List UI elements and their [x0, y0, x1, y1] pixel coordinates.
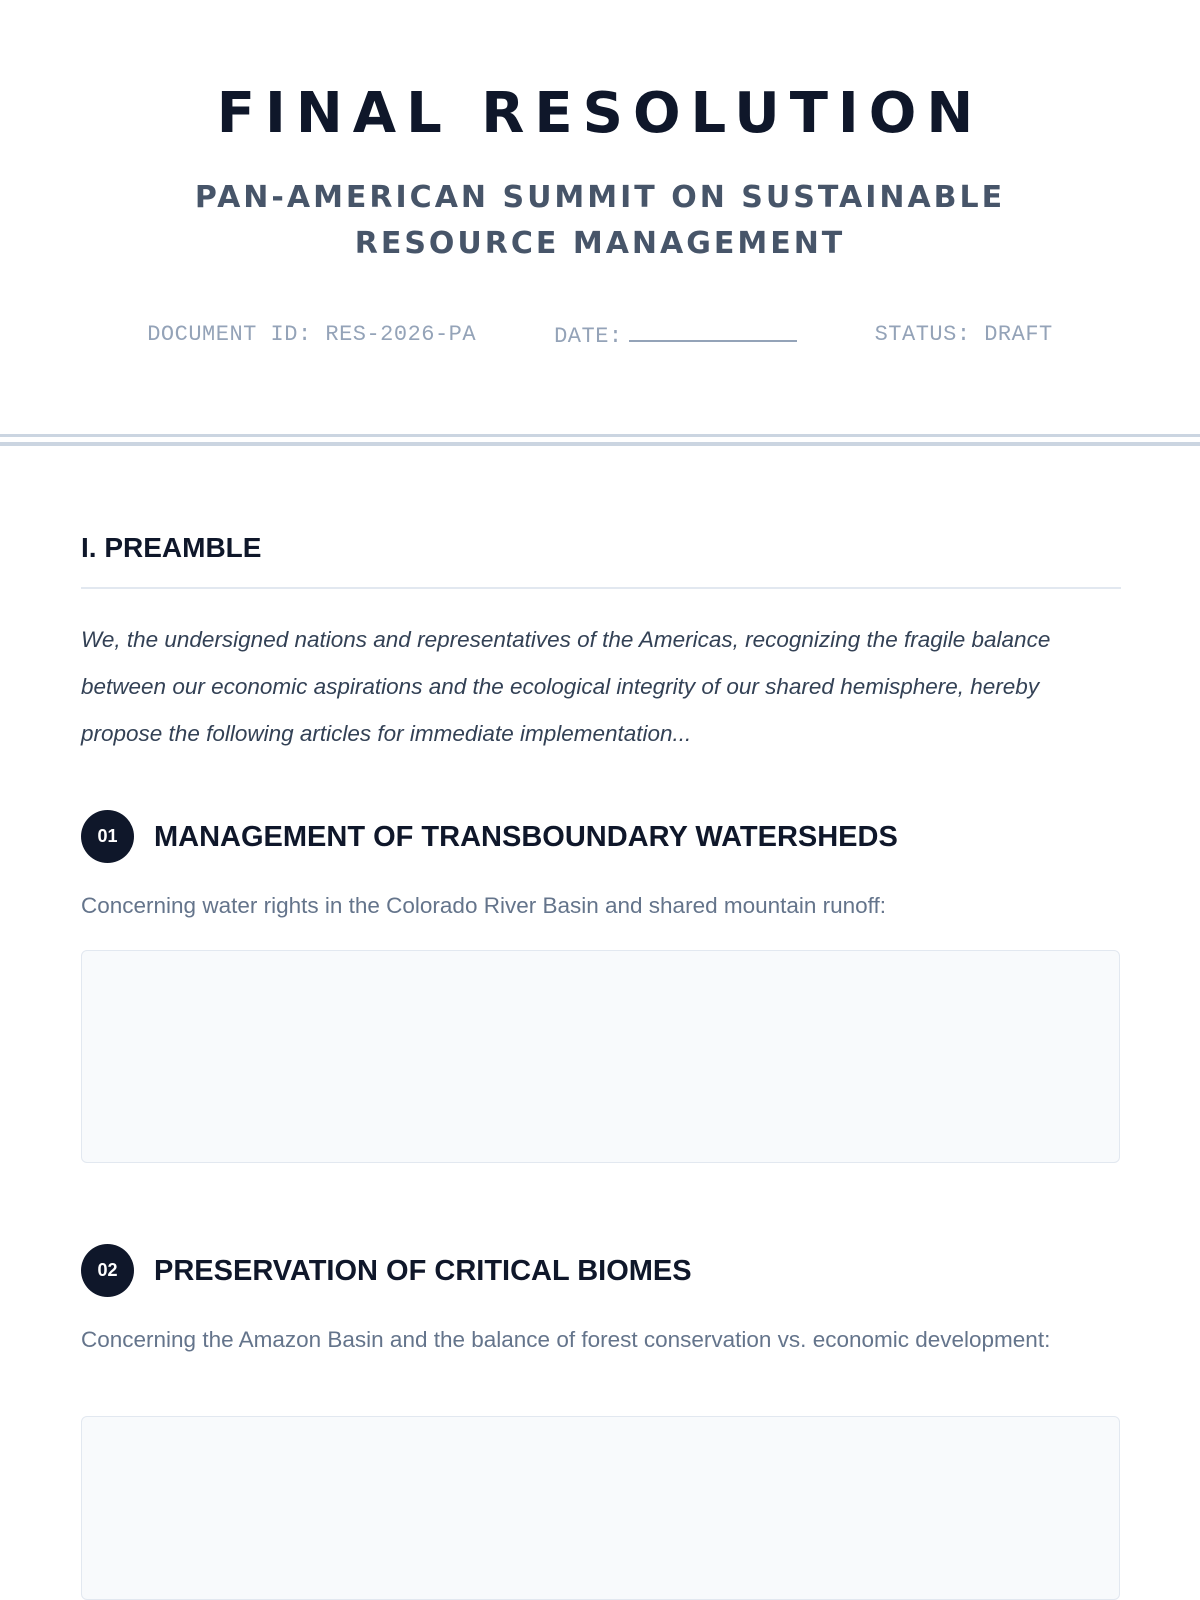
- preamble-heading: I. PREAMBLE: [81, 532, 262, 563]
- article-02-response-field[interactable]: [81, 1416, 1120, 1600]
- article-01-response-field[interactable]: [81, 950, 1120, 1163]
- date-blank[interactable]: [629, 322, 797, 342]
- document-id: DOCUMENT ID: RES-2026-PA: [147, 322, 477, 347]
- preamble-divider: [81, 587, 1121, 589]
- article-number-badge: 01: [81, 810, 134, 863]
- date-field: [554, 322, 797, 349]
- document-title: FINAL RESOLUTION: [216, 81, 984, 146]
- article-header: [81, 1244, 1121, 1298]
- article-02: [81, 1244, 1121, 1600]
- document-header: [0, 0, 1200, 434]
- article-number-badge: 02: [81, 1244, 134, 1297]
- article-description: Concerning the Amazon Basin and the balance of forest conservation vs. economic development:: [81, 1327, 1051, 1352]
- article-title: PRESERVATION OF CRITICAL BIOMES: [154, 1255, 692, 1287]
- header-divider-bottom: [0, 442, 1200, 446]
- document-subtitle: PAN-AMERICAN SUMMIT ON SUSTAINABLE RESOURCE MANAGEMENT: [194, 180, 1006, 261]
- date-label: DATE:: [554, 324, 623, 349]
- preamble-text: We, the undersigned nations and representatives of the Americas, recognizing the fragile balance between our economic aspirations and the ecological integrity of our shared hemisphere, hereby propose the following articles for immediate implementation...: [81, 627, 1051, 746]
- article-header: [81, 810, 1121, 864]
- document-meta: [0, 322, 1200, 349]
- article-title: MANAGEMENT OF TRANSBOUNDARY WATERSHEDS: [154, 821, 898, 853]
- article-description: Concerning water rights in the Colorado River Basin and shared mountain runoff:: [81, 893, 887, 918]
- status-label: STATUS: DRAFT: [874, 322, 1053, 347]
- article-01: [81, 810, 1121, 1162]
- header-divider-top: [0, 434, 1200, 437]
